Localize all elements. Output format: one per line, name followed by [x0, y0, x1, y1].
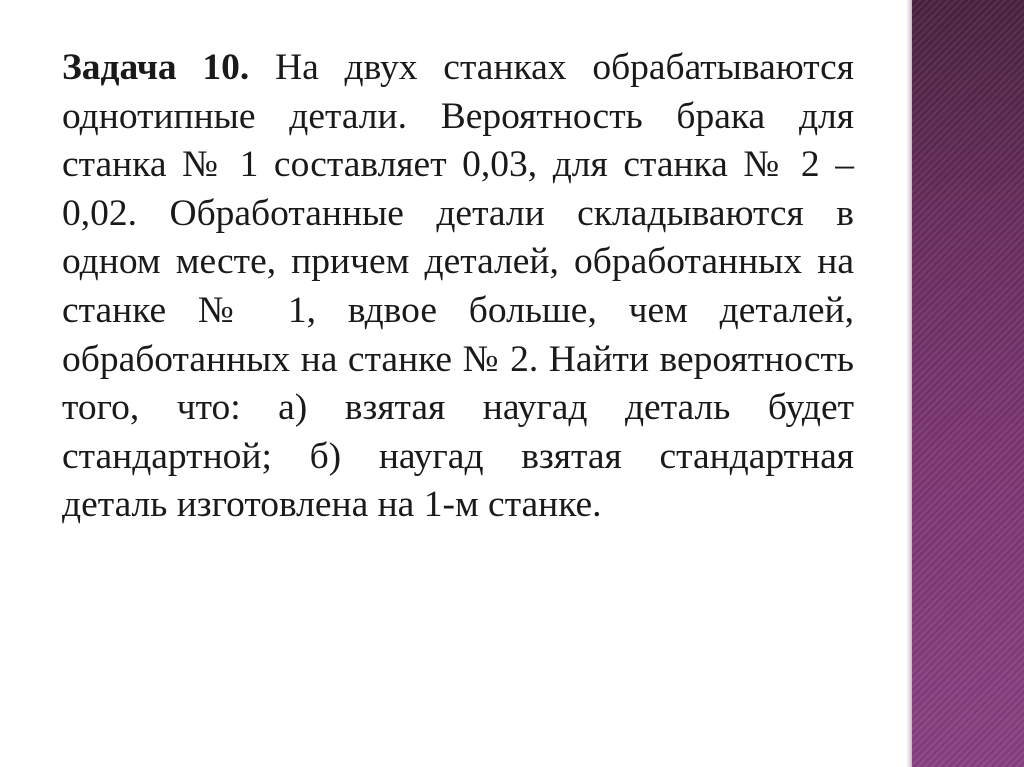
task-text-block: [62, 44, 854, 530]
decorative-side-band: [912, 0, 1024, 767]
task-text: На двух станках обрабатываются однотипные детали. Вероятность брака для станка № 1 составляет 0,03, для станка № 2 – 0,02. Обработанные детали складываются в одном месте, причем деталей, обработанных на станке № 1, вдвое больше, чем деталей, обработанных на станке № 2. Найти вероятность того, что: а) взятая наугад деталь будет стандартной; б) наугад взятая стандартная деталь изготовлена на 1-м станке.: [62, 47, 854, 526]
task-label: Задача 10.: [62, 47, 250, 88]
